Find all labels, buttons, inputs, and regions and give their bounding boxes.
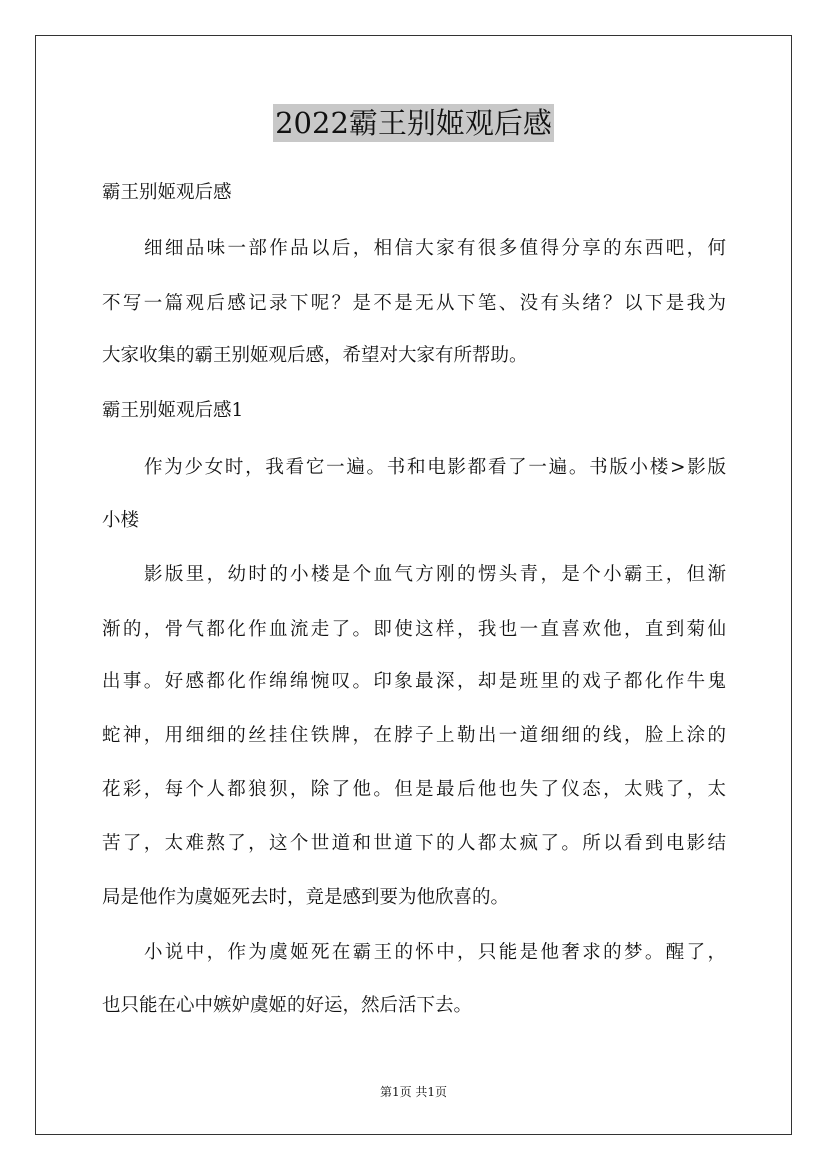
title-wrap xyxy=(0,104,827,142)
paragraph-line: 小说中，作为虞姬死在霸王的怀中，只能是他奢求的梦。醒了， xyxy=(144,942,726,963)
paragraph-line: 蛇神，用细细的丝挂住铁牌，在脖子上勒出一道细细的线，脸上涂的 xyxy=(102,725,726,746)
paragraph-line: 也只能在心中嫉妒虞姬的好运，然后活下去。 xyxy=(102,995,473,1016)
paragraph-line: 花彩，每个人都狼狈，除了他。但是最后他也失了仪态，太贱了，太 xyxy=(102,779,726,800)
page-footer: 第1页 共1页 xyxy=(379,1085,448,1099)
paragraph-line: 影版里，幼时的小楼是个血气方刚的愣头青，是个小霸王，但渐 xyxy=(144,564,726,585)
paragraph-line: 大家收集的霸王别姬观后感，希望对大家有所帮助。 xyxy=(102,345,528,366)
paragraph-line: 渐的，骨气都化作血流走了。即使这样，我也一直喜欢他，直到菊仙 xyxy=(102,619,726,640)
paragraph-line: 不写一篇观后感记录下呢？是不是无从下笔、没有头绪？以下是我为 xyxy=(102,293,726,314)
paragraph-line: 苦了，太难熬了，这个世道和世道下的人都太疯了。所以看到电影结 xyxy=(102,833,726,854)
paragraph-line: 作为少女时，我看它一遍。书和电影都看了一遍。书版小楼>影版 xyxy=(144,457,726,478)
paragraph-line: 小楼 xyxy=(102,510,140,531)
paragraph-line: 出事。好感都化作绵绵惋叹。印象最深，却是班里的戏子都化作牛鬼 xyxy=(102,671,726,692)
section-heading: 霸王别姬观后感1 xyxy=(102,400,244,421)
paragraph-line: 细细品味一部作品以后，相信大家有很多值得分享的东西吧，何 xyxy=(144,238,726,259)
paragraph-line: 局是他作为虞姬死去时，竟是感到要为他欣喜的。 xyxy=(102,887,510,908)
document-title: 2022霸王别姬观后感 xyxy=(275,106,552,140)
subtitle-line: 霸王别姬观后感 xyxy=(102,182,232,203)
